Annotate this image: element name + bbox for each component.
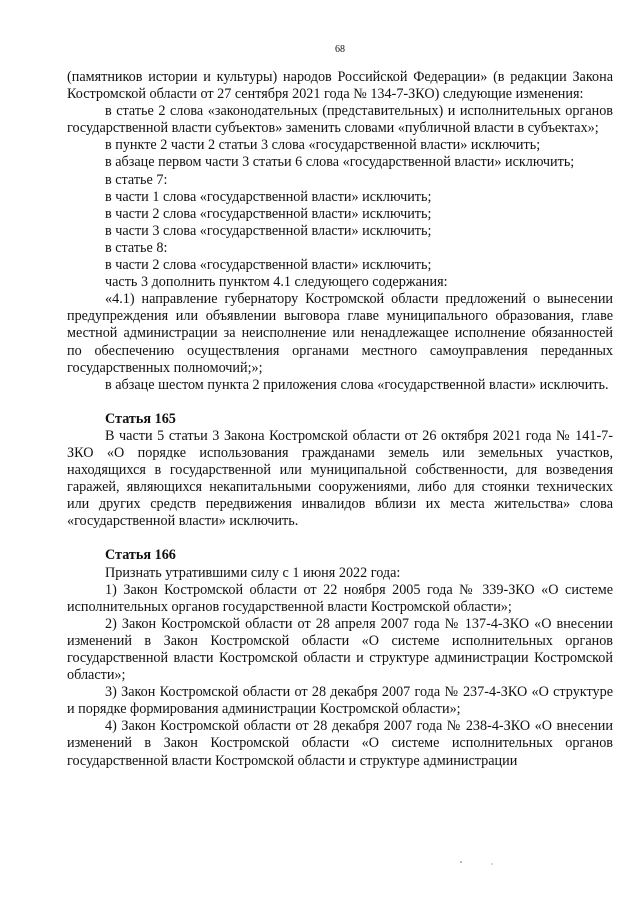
- article-165-heading: Статья 165: [105, 410, 176, 427]
- paragraph-continuation: (памятников истории и культуры) народов Российской Федерации» (в редакции Закона Костромской области от 27 сентября 2021 года № 134-7-ЗКО) следующие изменения:: [67, 69, 613, 103]
- paragraph-appendix-change: в абзаце шестом пункта 2 приложения слова «государственной власти» исключить.: [105, 376, 609, 393]
- article-166-intro: Признать утратившими силу с 1 июня 2022 года:: [105, 564, 401, 581]
- article-166-item-1: 1) Закон Костромской области от 22 ноября 2005 года № 339-ЗКО «О системе исполнительных органов государственной власти Костромской области»;: [67, 581, 613, 615]
- scan-dot: [460, 861, 462, 863]
- paragraph-part-3-addition: часть 3 дополнить пунктом 4.1 следующего содержания:: [105, 274, 448, 291]
- article-166-item-2: 2) Закон Костромской области от 28 апреля 2007 года № 137-4-ЗКО «О внесении изменений в Закон Костромской области «О системе исполнительных органов государственной власти Костромской области и структуре администрации Костромской области»;: [67, 615, 613, 684]
- paragraph-article-7-part-3: в части 3 слова «государственной власти» исключить;: [105, 222, 432, 239]
- document-body: [67, 69, 613, 770]
- paragraph-article-8-part-2: в части 2 слова «государственной власти» исключить;: [105, 257, 432, 274]
- paragraph-article-7-part-2: в части 2 слова «государственной власти» исключить;: [105, 205, 432, 222]
- article-165-text: В части 5 статьи 3 Закона Костромской области от 26 октября 2021 года № 141-7-ЗКО «О порядке использования гражданами земель или земельных участков, находящихся в государственной или муниципальной собственности, для возведения гаражей, являющихся некапитальными сооружениями, либо для стоянки технических или других средств передвижения инвалидов вблизи их места жительства» слова «государственной власти» исключить.: [67, 427, 613, 530]
- paragraph-point-4-1: «4.1) направление губернатору Костромской области предложений о вынесении предупреждения или объявлении выговора главе муниципального образования, главе местной администрации за неисполнение или ненадлежащее исполнение обязанностей по обеспечению осуществления органами местного самоуправления переданных государственных полномочий;»;: [67, 291, 613, 376]
- section-spacer: [67, 530, 613, 547]
- paragraph-article-3-change: в пункте 2 части 2 статьи 3 слова «государственной власти» исключить;: [105, 137, 541, 154]
- section-spacer: [67, 394, 613, 411]
- article-166-heading: Статья 166: [105, 547, 176, 564]
- scan-dot: [491, 863, 492, 864]
- paragraph-article-2-change: в статье 2 слова «законодательных (представительных) и исполнительных органов государственной власти субъектов» заменить словами «публичной власти в субъектах»;: [67, 103, 613, 137]
- paragraph-article-7: в статье 7:: [105, 171, 168, 188]
- page-number: 68: [335, 44, 345, 55]
- paragraph-article-6-change: в абзаце первом части 3 статьи 6 слова «государственной власти» исключить;: [105, 154, 575, 171]
- article-166-item-4: 4) Закон Костромской области от 28 декабря 2007 года № 238-4-ЗКО «О внесении изменений в Закон Костромской области «О системе исполнительных органов государственной власти Костромской области и структуре администрации: [67, 718, 613, 769]
- paragraph-article-8: в статье 8:: [105, 239, 168, 256]
- paragraph-article-7-part-1: в части 1 слова «государственной власти» исключить;: [105, 188, 432, 205]
- article-166-item-3: 3) Закон Костромской области от 28 декабря 2007 года № 237-4-ЗКО «О структуре и порядке формирования администрации Костромской области»;: [67, 684, 613, 718]
